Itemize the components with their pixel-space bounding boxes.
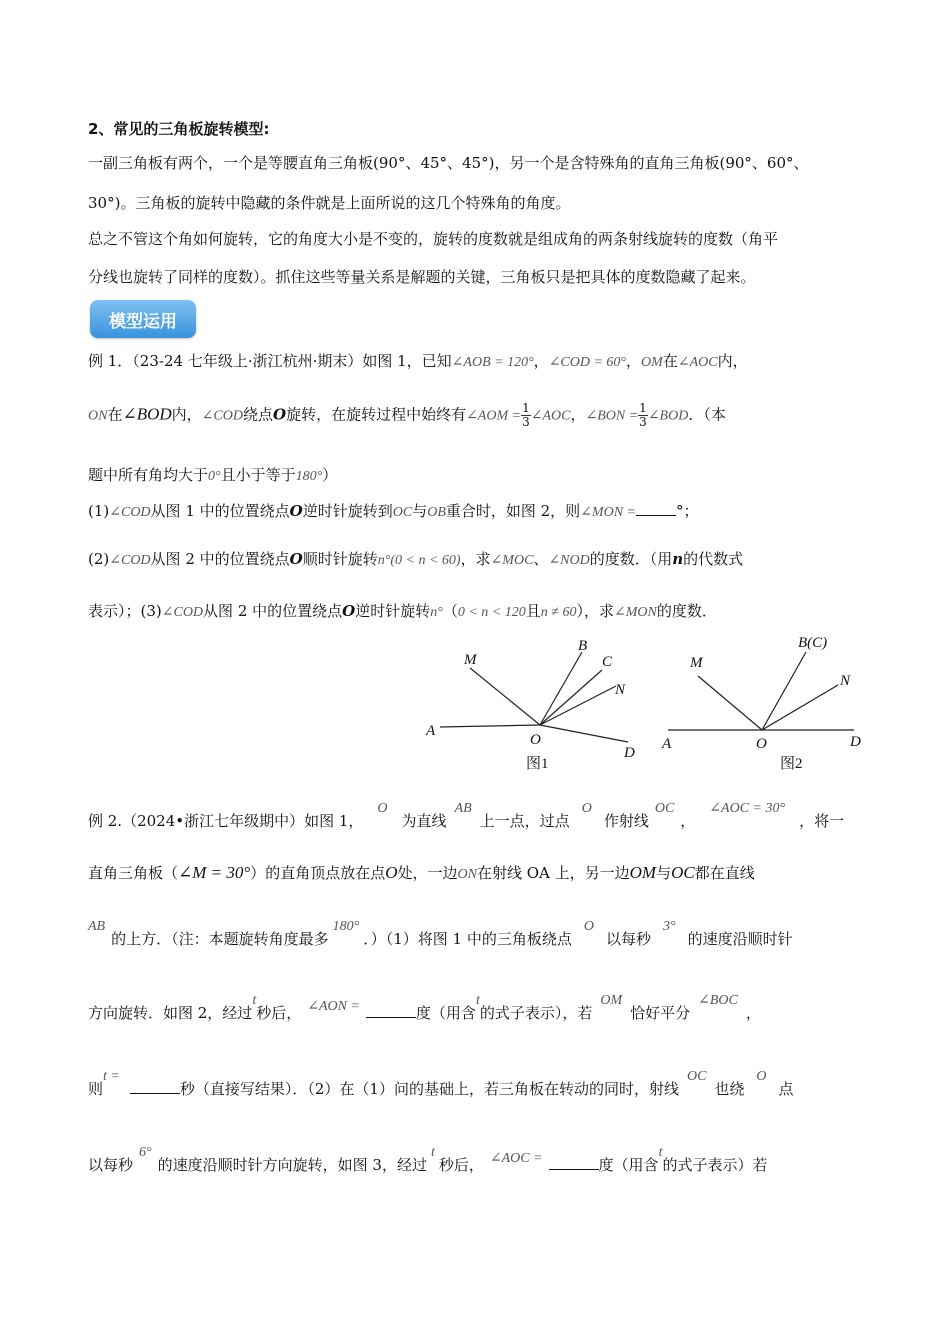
label-N: N <box>840 673 851 689</box>
example1-question2: (2)∠COD从图 2 中的位置绕点O顺时针旋转n°(0 < n < 60)，求∠MOC、∠NOD的度数．（用n的代数式 <box>88 550 744 568</box>
example1-question1: (1)∠COD从图 1 中的位置绕点O逆时针旋转到OC与OB重合时，如图 2，则∠MON = °； <box>88 502 699 520</box>
figure-2 <box>658 630 868 780</box>
label-B: B <box>578 638 588 654</box>
answer-blank <box>366 1017 416 1018</box>
example2-line1: 例 2.（2024•浙江七年级期中）如图 1，O为直线AB上一点，过点O作射线OC，∠AOC = 30°，将一 <box>88 801 845 830</box>
example2-line4: 方向旋转．如图 2，经过t秒后， ∠AON = 度（用含t的式子表示），若OM恰好平分∠BOC， <box>88 993 761 1022</box>
label-O: O <box>530 732 541 748</box>
answer-blank <box>130 1093 180 1094</box>
example1-line3: 题中所有角均大于0°且小于等于180°） <box>88 466 338 484</box>
label-BC: B(C) <box>798 635 828 651</box>
paragraph-line: 一副三角板有两个，一个是等腰直角三角板(90°、45°、45°)，另一个是含特殊角的直角三角板(90°、60°、 <box>88 154 809 172</box>
label-M: M <box>464 652 477 668</box>
label-C: C <box>602 654 613 670</box>
example1-line2: ON在∠BOD内，∠COD绕点O旋转，在旋转过程中始终有∠AOM = $\frac{1}{3}$ ∠AOC，∠BON = $\frac{1}{3}$ ∠BOD．（本 <box>88 401 726 429</box>
ray-OD <box>540 725 628 742</box>
label-D: D <box>850 734 861 750</box>
example2-line5: 则t =秒（直接写结果）．（2）在（1）问的基础上，若三角板在转动的同时，射线OC也绕O点 <box>88 1069 794 1098</box>
label-O: O <box>756 736 767 752</box>
label-N: N <box>615 682 626 698</box>
ray-OM <box>470 668 540 725</box>
fraction: $\frac{1}{3}$ <box>522 401 530 429</box>
model-usage-badge: 模型运用 <box>90 300 196 338</box>
answer-blank <box>549 1169 599 1170</box>
paragraph-line: 总之不管这个角如何旋转，它的角度大小是不变的，旋转的度数就是组成角的两条射线旋转的度数（角平 <box>88 230 779 248</box>
example2-line6: 以每秒6°的速度沿顺时针方向旋转，如图 3，经过t秒后， ∠AOC = 度（用含t的式子表示）若 <box>88 1145 768 1174</box>
section-heading: 2、常见的三角板旋转模型: <box>88 120 270 138</box>
figure-2-caption: 图2 <box>780 756 803 772</box>
paragraph-line: 30°)。三角板的旋转中隐藏的条件就是上面所说的这几个特殊角的角度。 <box>88 194 571 212</box>
example2-line2: 直角三角板（∠M = 30°）的直角顶点放在点O处，一边ON在射线 OA 上，另一边OM与OC都在直线 <box>88 863 755 882</box>
answer-blank <box>636 515 676 516</box>
label-D: D <box>624 745 635 761</box>
example1-question3: 表示）；(3)∠COD从图 2 中的位置绕点O逆时针旋转n°（0 < n < 120且n ≠ 60），求∠MON的度数． <box>88 602 717 620</box>
figure-1 <box>420 630 650 780</box>
example2-line3: AB的上方．（注：本题旋转角度最多180°．）（1）将图 1 中的三角板绕点O以每秒3°的速度沿顺时针 <box>88 919 793 948</box>
example1-line1: 例 1．（23-24 七年级上·浙江杭州·期末）如图 1，已知∠AOB = 120°，∠COD = 60°，OM在∠AOC内， <box>88 352 748 370</box>
fraction: $\frac{1}{3}$ <box>639 401 647 429</box>
ray-OA <box>440 725 540 727</box>
paragraph-line: 分线也旋转了同样的度数）。抓住这些等量关系是解题的关键，三角板只是把具体的度数隐藏了起来。 <box>88 268 756 286</box>
ray-OB-OC <box>762 652 806 730</box>
label-A: A <box>426 723 436 739</box>
ray-ON <box>762 685 838 730</box>
label-M: M <box>690 655 703 671</box>
ray-OM <box>698 676 762 730</box>
figure-1-caption: 图1 <box>526 756 549 772</box>
label-A: A <box>662 736 672 752</box>
